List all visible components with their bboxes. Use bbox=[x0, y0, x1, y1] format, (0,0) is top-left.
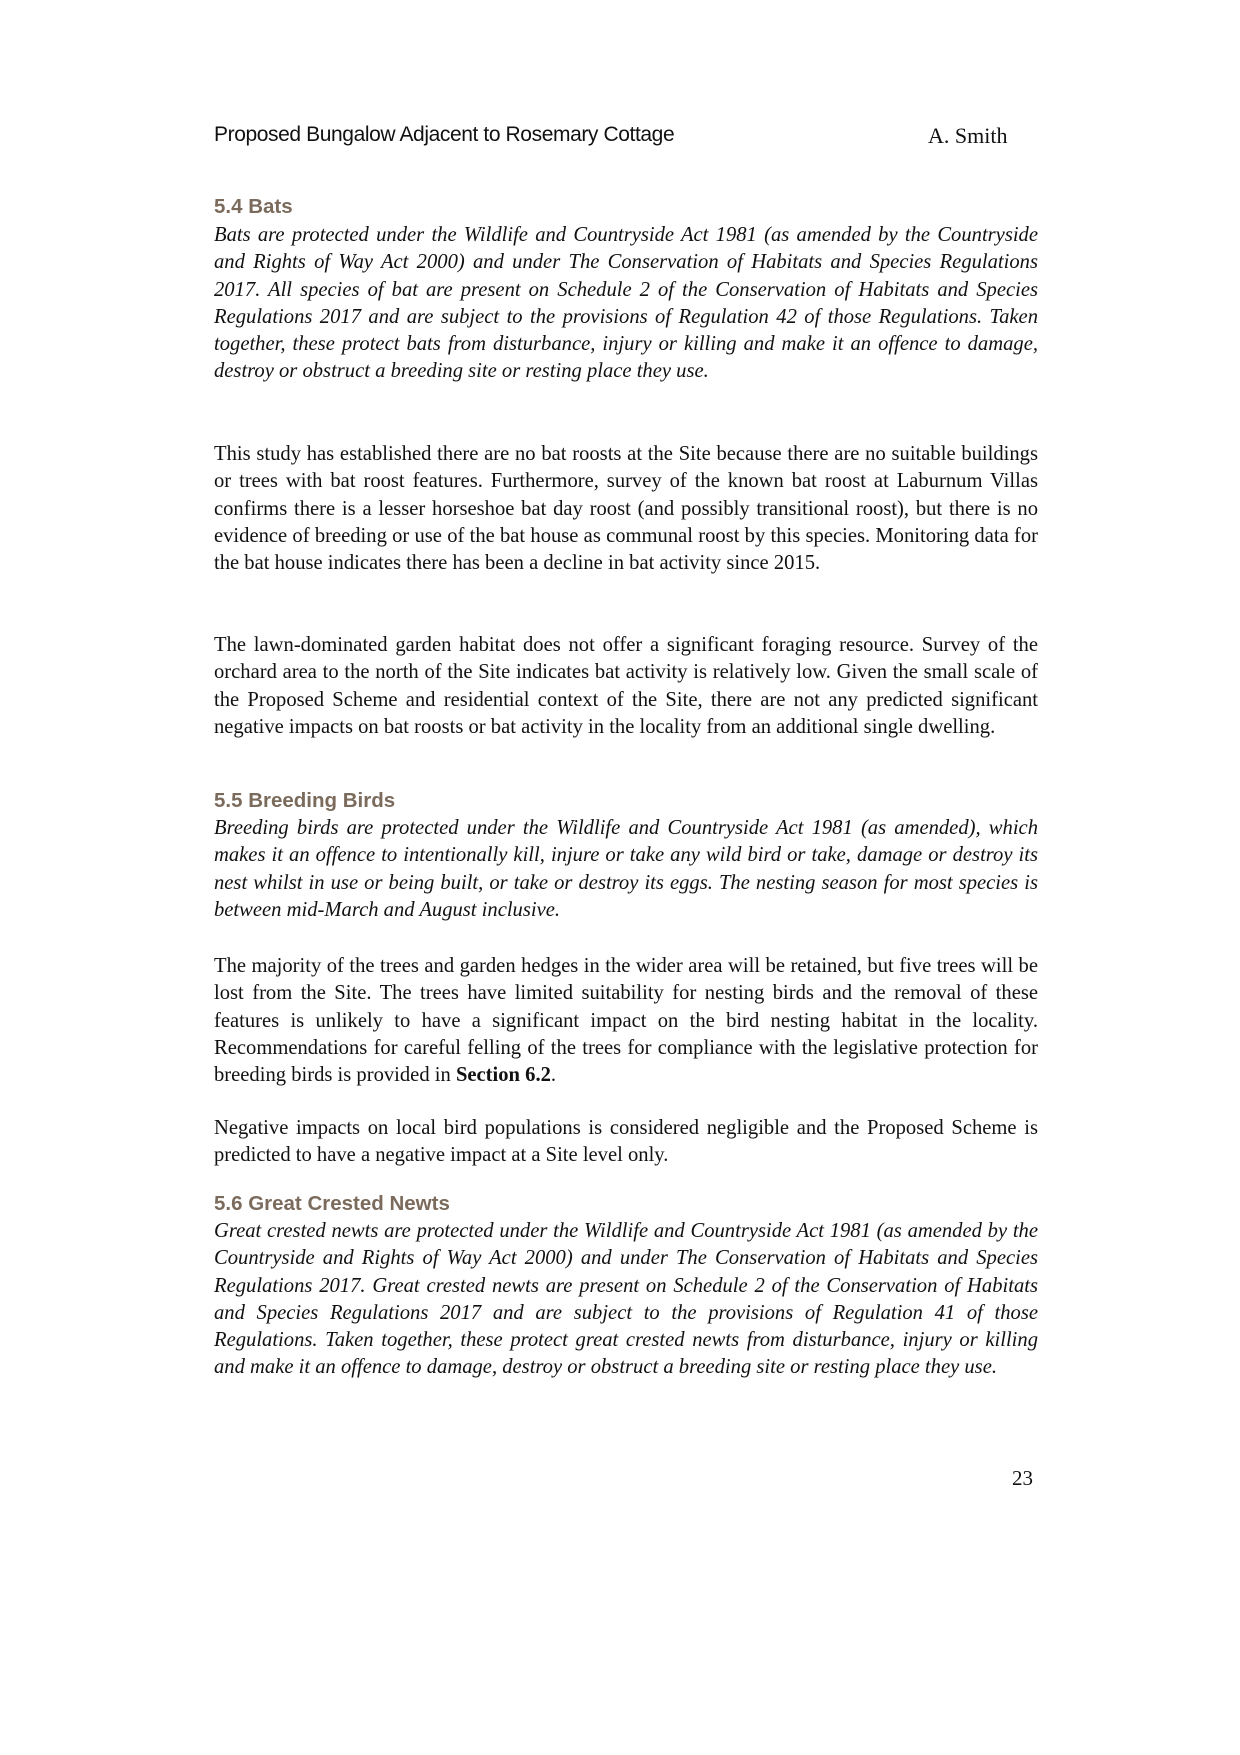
running-header-author: A. Smith bbox=[928, 123, 1008, 148]
newts-legal-text: Great crested newts are protected under the Wildlife and Countryside Act 1981 (as amended by the Countryside and Rights of Way Act 2000) and under The Conservation of Habitats and Species Regulations 2017. Great crested newts are present on Schedule 2 of the Conservation of Habitats and Species Regulations 2017 and are subject to the provisions of Regulation 41 of those Regulations. Taken together, these protect great crested newts from disturbance, injury or killing and make it an offence to damage, destroy or obstruct a breeding site or resting place they use. bbox=[214, 1220, 1038, 1379]
bats-paragraph: This study has established there are no bat roosts at the Site because there are no suitable buildings or trees with bat roost features. Furthermore, survey of the known bat roost at Laburnum Villas confirms there is a lesser horseshoe bat day roost (and possibly transitional roost), but there is no evidence of breeding or use of the bat house as communal roost by this species. Monitoring data for the bat house indicates there has been a decline in bat activity since 2015. bbox=[214, 443, 1038, 575]
birds-paragraph-end: . bbox=[550, 1064, 557, 1087]
section-reference: Section 6.2 bbox=[455, 1064, 551, 1087]
bats-paragraph: The lawn-dominated garden habitat does not offer a significant foraging resource. Survey of the orchard area to the north of the Site indicates bat activity is relatively low. Given the small scale of the Proposed Scheme and residential context of the Site, there are not any predicted significant negative impacts on bat roosts or bat activity in the locality from an additional single dwelling. bbox=[214, 634, 1038, 738]
section-heading-bats: 5.4 Bats bbox=[214, 195, 293, 218]
page-number: 23 bbox=[1012, 1466, 1033, 1490]
birds-paragraph: Negative impacts on local bird populations is considered negligible and the Proposed Scheme is predicted to have a negative impact at a Site level only. bbox=[214, 1117, 1038, 1167]
bats-legal-text: Bats are protected under the Wildlife and Countryside Act 1981 (as amended by the Countryside and Rights of Way Act 2000) and under The Conservation of Habitats and Species Regulations 2017. All species of bat are present on Schedule 2 of the Conservation of Habitats and Species Regulations 2017 and are subject to the provisions of Regulation 42 of those Regulations. Taken together, these protect bats from disturbance, injury or killing and make it an offence to damage, destroy or obstruct a breeding site or resting place they use. bbox=[214, 224, 1038, 383]
section-heading-great-crested-newts: 5.6 Great Crested Newts bbox=[214, 1192, 450, 1215]
section-heading-breeding-birds: 5.5 Breeding Birds bbox=[214, 789, 396, 812]
birds-paragraph-text: The majority of the trees and garden hedges in the wider area will be retained, but five trees will be lost from the Site. The trees have limited suitability for nesting birds and the removal of these features is unlikely to have a significant impact on the bird nesting habitat in the locality. Recommendations for careful felling of the trees for compliance with the legislative protection for breeding birds is provided in bbox=[214, 955, 1038, 1087]
running-header-title: Proposed Bungalow Adjacent to Rosemary Cottage bbox=[214, 123, 675, 146]
birds-legal-text: Breeding birds are protected under the Wildlife and Countryside Act 1981 (as amended), which makes it an offence to intentionally kill, injure or take any wild bird or take, damage or destroy its nest whilst in use or being built, or take or destroy its eggs. The nesting season for most species is between mid-March and August inclusive. bbox=[214, 817, 1038, 921]
birds-paragraph bbox=[214, 953, 1038, 1089]
